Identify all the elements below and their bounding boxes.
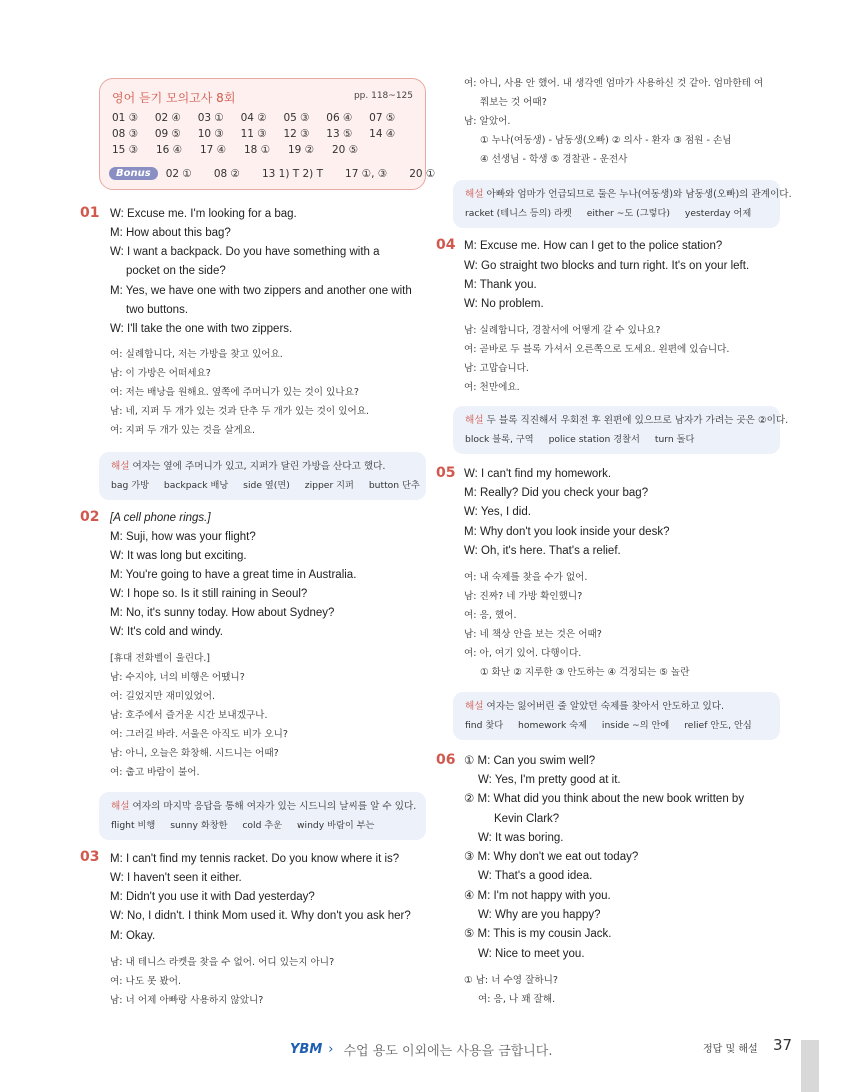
answer-item: 06 ④ (326, 112, 353, 124)
translation-line: 여: 그러길 바라. 서울은 아직도 비가 오니? (110, 729, 288, 740)
answer-item: 02 ④ (154, 112, 181, 124)
dialogue-line: ① M: Can you swim well? (464, 755, 596, 767)
vocab-item: windy 바람이 부는 (297, 820, 375, 831)
dialogue-line: W: Yes, I did. (464, 506, 531, 518)
dialogue-line: W: Oh, it's here. That's a relief. (464, 545, 621, 557)
answer-item: 14 ④ (369, 128, 396, 140)
answer-item: 08 ③ (112, 128, 139, 140)
translation-line: 쭤보는 것 어때? (480, 97, 547, 108)
explanation-label: 해설 (465, 415, 484, 426)
explanation-box (453, 692, 780, 740)
translation-line: 여: 길었지만 재미있었어. (110, 691, 216, 702)
usage-notice: 수업 용도 이외에는 사용을 금합니다. (343, 1044, 553, 1059)
vocab-list (465, 431, 768, 449)
explanation-text: 여자는 잃어버린 줄 알았던 숙제를 찾아서 안도하고 있다. (486, 701, 725, 712)
dialogue-line: W: It was long but exciting. (110, 550, 247, 562)
dialogue-line: M: No, it's sunny today. How about Sydney? (110, 607, 335, 619)
explanation-box (99, 452, 426, 500)
answer-item: 05 ③ (283, 112, 310, 124)
dialogue-line: W: I'll take the one with two zippers. (110, 323, 293, 335)
vocab-item: relief 안도, 안심 (684, 720, 752, 731)
page-number: 37 (773, 1036, 793, 1054)
chevron-right-icon: › (328, 1042, 334, 1057)
page-edge-tab (801, 1040, 819, 1092)
vocab-item: sunny 화창한 (170, 820, 228, 831)
translation-line: 남: 수지야, 너의 비행은 어땠니? (110, 672, 245, 683)
answer-item: 01 ③ (112, 112, 139, 124)
answer-item: 16 ④ (156, 144, 183, 156)
vocab-item: homework 숙제 (518, 720, 587, 731)
dialogue-line: M: You're going to have a great time in Australia. (110, 569, 357, 581)
vocab-item: racket (테니스 등의) 라켓 (465, 208, 572, 219)
dialogue-line: ③ M: Why don't we eat out today? (464, 851, 639, 863)
dialogue-line: M: Didn't you use it with Dad yesterday? (110, 891, 315, 903)
dialogue-line: W: Go straight two blocks and turn right. It's on your left. (464, 260, 750, 272)
translation-line: 여: 내 숙제를 찾을 수가 없어. (464, 572, 588, 583)
translation-line: 여: 춥고 바람이 불어. (110, 767, 200, 778)
footer-notice (290, 1040, 553, 1059)
dialogue-line: W: Yes, I'm pretty good at it. (478, 774, 621, 786)
translation-line: 남: 알았어. (464, 116, 511, 127)
vocab-item: turn 돌다 (654, 434, 695, 445)
dialogue-line: W: Why are you happy? (478, 909, 601, 921)
answer-key-box (99, 78, 436, 190)
dialogue-line: M: How about this bag? (110, 227, 231, 239)
answer-item: 04 ② (240, 112, 267, 124)
bonus-item: 02 ① (165, 167, 192, 180)
translation-line: 남: 고맙습니다. (464, 363, 529, 374)
vocab-item: find 찾다 (465, 720, 504, 731)
bonus-item: 13 1) T 2) T (261, 167, 324, 180)
answer-row (112, 128, 412, 144)
explanation-label: 해설 (111, 461, 130, 472)
dialogue-line: two buttons. (126, 304, 189, 316)
answer-row (112, 112, 412, 128)
translation-line: 남: 아니, 오늘은 화창해. 시드니는 어때? (110, 748, 279, 759)
dialogue-line: M: Thank you. (464, 279, 537, 291)
bonus-item: 08 ② (213, 167, 240, 180)
answer-item: 11 ③ (240, 128, 267, 140)
vocab-list (465, 205, 768, 223)
answer-item: 15 ③ (112, 144, 139, 156)
vocab-item: either ~도 (그렇다) (586, 208, 670, 219)
dialogue-line: Kevin Clark? (494, 813, 560, 825)
translation-line: [휴대 전화벨이 울린다.] (110, 653, 211, 664)
answer-item: 17 ④ (200, 144, 227, 156)
question-number: 04 (436, 237, 456, 253)
bonus-item: 20 ① (409, 167, 436, 180)
explanation-box (453, 180, 792, 228)
dialogue-line: M: Excuse me. How can I get to the police station? (464, 240, 723, 252)
dialogue-line: W: I haven't seen it either. (110, 872, 242, 884)
explanation-label: 해설 (111, 801, 130, 812)
ybm-logo: YBM (290, 1042, 323, 1057)
answer-row (112, 144, 412, 160)
dialogue-line: W: I want a backpack. Do you have something with a (110, 246, 380, 258)
vocab-item: button 단추 (368, 480, 420, 491)
option-line: ① 누나(여동생) - 남동생(오빠) ② 의사 - 환자 ③ 점원 - 손님 (480, 135, 732, 146)
translation-line: 여: 나도 못 봤어. (110, 976, 182, 987)
bonus-item: 17 ①, ③ (345, 167, 388, 180)
translation-line: 남: 네, 지퍼 두 개가 있는 것과 단추 두 개가 있는 것이 있어요. (110, 406, 370, 417)
option-line: ④ 선생님 - 학생 ⑤ 경찰관 - 운전사 (480, 154, 628, 165)
vocab-item: cold 추운 (242, 820, 283, 831)
translation-line: 여: 응, 했어. (464, 610, 517, 621)
dialogue-line: W: It was boring. (478, 832, 564, 844)
translation-line: 여: 곧바로 두 블록 가셔서 오른쪽으로 도세요. 왼편에 있습니다. (464, 344, 730, 355)
explanation-text: 여자는 옆에 주머니가 있고, 지퍼가 달린 가방을 산다고 했다. (132, 461, 386, 472)
answer-item: 19 ② (288, 144, 315, 156)
translation-line: ① 남: 너 수영 잘하니? (464, 975, 558, 986)
vocab-item: inside ~의 안에 (601, 720, 670, 731)
dialogue-line: M: Really? Did you check your bag? (464, 487, 649, 499)
answer-item: 03 ① (197, 112, 224, 124)
vocab-item: yesterday 어제 (684, 208, 752, 219)
translation-line: 남: 이 가방은 어떠세요? (110, 368, 211, 379)
translation-line: 남: 내 테니스 라켓을 찾을 수 없어. 어디 있는지 아니? (110, 957, 335, 968)
dialogue-line: W: Excuse me. I'm looking for a bag. (110, 208, 297, 220)
translation-line: 남: 호주에서 즐거운 시간 보내겠구나. (110, 710, 268, 721)
dialogue-line: M: Suji, how was your flight? (110, 531, 256, 543)
vocab-item: zipper 지퍼 (304, 480, 354, 491)
translation-line: 여: 응, 나 꽤 잘해. (478, 994, 556, 1005)
vocab-item: backpack 배낭 (163, 480, 229, 491)
dialogue-line: W: That's a good idea. (478, 870, 593, 882)
answer-grid (112, 112, 412, 160)
dialogue-line: M: Yes, we have one with two zippers and another one with (110, 285, 412, 297)
dialogue-line: W: I can't find my homework. (464, 468, 612, 480)
explanation-text: 아빠와 엄마가 언급되므로 둘은 누나(여동생)와 남동생(오빠)의 관계이다. (486, 189, 792, 200)
question-number: 05 (436, 465, 456, 481)
answer-item: 07 ⑤ (369, 112, 396, 124)
vocab-list (111, 477, 420, 495)
explanation-label: 해설 (465, 701, 484, 712)
explanation-label: 해설 (465, 189, 484, 200)
answer-item: 13 ⑤ (326, 128, 353, 140)
dialogue-line: M: Why don't you look inside your desk? (464, 526, 670, 538)
vocab-item: police station 경찰서 (548, 434, 640, 445)
translation-line: 남: 너 어제 아빠랑 사용하지 않았니? (110, 995, 264, 1006)
dialogue-line: W: It's cold and windy. (110, 626, 223, 638)
answer-item: 10 ③ (197, 128, 224, 140)
answer-item: 18 ① (244, 144, 271, 156)
dialogue-line: ⑤ M: This is my cousin Jack. (464, 928, 612, 940)
dialogue-line: M: I can't find my tennis racket. Do you know where it is? (110, 853, 400, 865)
answer-key-pages: pp. 118~125 (353, 91, 413, 101)
dialogue-line: W: I hope so. Is it still raining in Seoul? (110, 588, 308, 600)
explanation-text: 두 블록 직진해서 우회전 후 왼편에 있으므로 남자가 가려는 곳은 ②이다. (486, 415, 789, 426)
vocab-item: side 옆(면) (243, 480, 290, 491)
vocab-item: flight 비행 (111, 820, 156, 831)
translation-line: 남: 실례합니다, 경찰서에 어떻게 갈 수 있나요? (464, 325, 661, 336)
answer-item: 09 ⑤ (154, 128, 181, 140)
translation-line: 남: 네 책상 안을 보는 것은 어때? (464, 629, 602, 640)
answer-item: 12 ③ (283, 128, 310, 140)
explanation-text: 여자의 마지막 응답을 통해 여자가 있는 시드니의 날씨를 알 수 있다. (132, 801, 417, 812)
vocab-item: block 블록, 구역 (465, 434, 534, 445)
translation-line: 여: 아, 여기 있어. 다행이다. (464, 648, 582, 659)
answer-item: 20 ⑤ (332, 144, 359, 156)
translation-line: 남: 진짜? 네 가방 확인했니? (464, 591, 583, 602)
vocab-item: bag 가방 (111, 480, 149, 491)
bonus-row (109, 167, 457, 180)
translation-line: 여: 저는 배낭을 원해요. 옆쪽에 주머니가 있는 것이 있나요? (110, 387, 359, 398)
dialogue-line: W: No, I didn't. I think Mom used it. Why don't you ask her? (110, 910, 411, 922)
dialogue-line: W: Nice to meet you. (478, 948, 585, 960)
dialogue-line: W: No problem. (464, 298, 544, 310)
dialogue-line: ④ M: I'm not happy with you. (464, 890, 611, 902)
translation-line: 여: 아니, 사용 안 했어. 내 생각엔 엄마가 사용하신 것 같아. 엄마한테 여 (464, 78, 764, 89)
dialogue-line: ② M: What did you think about the new book written by (464, 793, 745, 805)
question-number: 02 (80, 509, 100, 525)
question-number: 03 (80, 849, 100, 865)
bonus-badge: Bonus (109, 167, 158, 180)
translation-line: 여: 천만에요. (464, 382, 520, 393)
question-number: 01 (80, 205, 100, 221)
explanation-box (453, 406, 789, 454)
explanation-box (99, 792, 426, 840)
section-label: 정답 및 해설 (703, 1044, 758, 1055)
stage-direction: [A cell phone rings.] (110, 512, 211, 524)
dialogue-line: pocket on the side? (126, 265, 226, 277)
translation-line: 여: 지퍼 두 개가 있는 것을 살게요. (110, 425, 256, 436)
answer-key-title: 영어 듣기 모의고사 8회 (112, 91, 236, 105)
question-number: 06 (436, 752, 456, 768)
dialogue-line: M: Okay. (110, 930, 156, 942)
vocab-list (465, 717, 768, 735)
option-line: ① 화난 ② 지루한 ③ 안도하는 ④ 걱정되는 ⑤ 놀란 (480, 667, 690, 678)
translation-line: 여: 실례합니다, 저는 가방을 찾고 있어요. (110, 349, 283, 360)
vocab-list (111, 817, 414, 835)
